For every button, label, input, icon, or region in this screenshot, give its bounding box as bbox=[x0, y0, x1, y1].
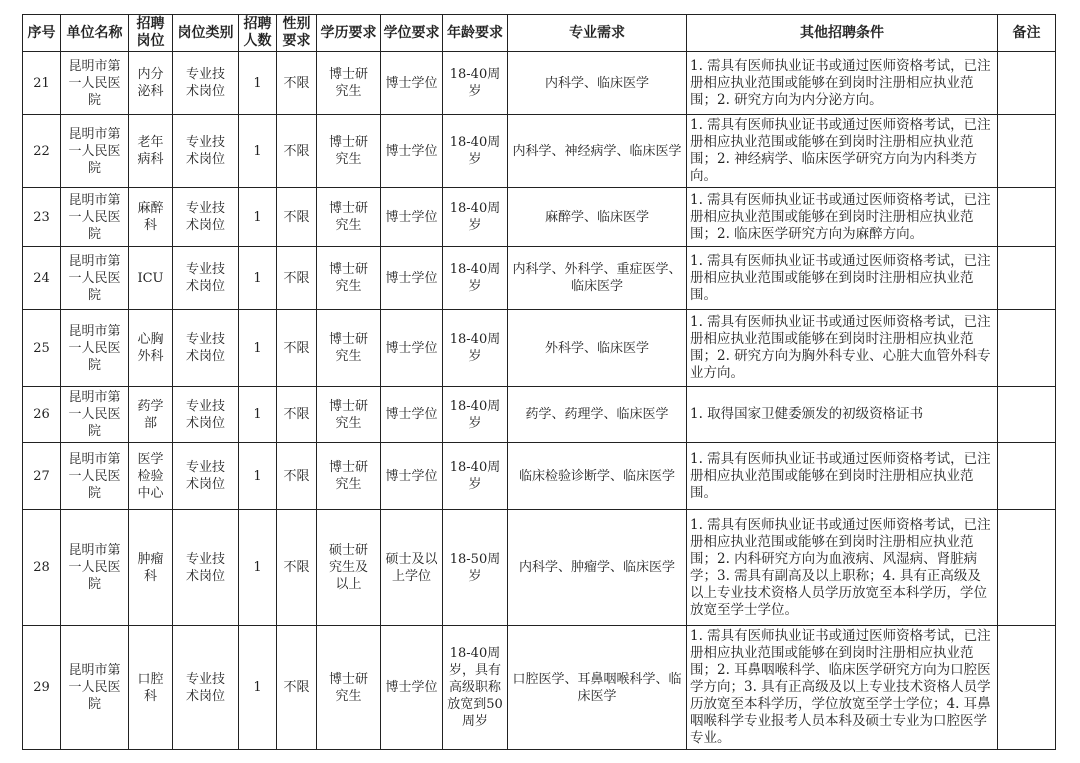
post-cell: 麻醉科 bbox=[129, 188, 173, 247]
note-cell bbox=[998, 52, 1056, 115]
seq-cell: 23 bbox=[23, 188, 61, 247]
seq-cell: 29 bbox=[23, 626, 61, 750]
unit-cell: 昆明市第一人民医院 bbox=[61, 387, 129, 443]
count-cell: 1 bbox=[239, 115, 277, 188]
header-no: 序号 bbox=[23, 15, 61, 52]
education-cell: 博士研究生 bbox=[317, 52, 381, 115]
count-cell: 1 bbox=[239, 52, 277, 115]
type-cell: 专业技术岗位 bbox=[173, 247, 239, 310]
header-conditions: 其他招聘条件 bbox=[687, 15, 998, 52]
header-row bbox=[23, 15, 1056, 52]
note-cell bbox=[998, 115, 1056, 188]
post-cell: 内分泌科 bbox=[129, 52, 173, 115]
gender-cell: 不限 bbox=[277, 387, 317, 443]
degree-cell: 博士学位 bbox=[381, 52, 443, 115]
degree-cell: 博士学位 bbox=[381, 310, 443, 387]
conditions-cell: 1. 取得国家卫健委颁发的初级资格证书 bbox=[687, 387, 998, 443]
count-cell: 1 bbox=[239, 310, 277, 387]
major-cell: 内科学、神经病学、临床医学 bbox=[508, 115, 687, 188]
table-row bbox=[23, 115, 1056, 188]
header-age: 年龄要求 bbox=[443, 15, 508, 52]
type-cell: 专业技术岗位 bbox=[173, 52, 239, 115]
seq-cell: 26 bbox=[23, 387, 61, 443]
type-cell: 专业技术岗位 bbox=[173, 188, 239, 247]
gender-cell: 不限 bbox=[277, 188, 317, 247]
conditions-cell: 1. 需具有医师执业证书或通过医师资格考试，已注册相应执业范围或能够在到岗时注册相应执业范围。 bbox=[687, 443, 998, 510]
age-cell: 18-50周岁 bbox=[443, 510, 508, 626]
major-cell: 内科学、外科学、重症医学、临床医学 bbox=[508, 247, 687, 310]
note-cell bbox=[998, 443, 1056, 510]
major-cell: 药学、药理学、临床医学 bbox=[508, 387, 687, 443]
post-cell: 肿瘤科 bbox=[129, 510, 173, 626]
count-cell: 1 bbox=[239, 387, 277, 443]
note-cell bbox=[998, 510, 1056, 626]
conditions-cell: 1. 需具有医师执业证书或通过医师资格考试，已注册相应执业范围或能够在到岗时注册相应执业范围。 bbox=[687, 247, 998, 310]
education-cell: 博士研究生 bbox=[317, 310, 381, 387]
gender-cell: 不限 bbox=[277, 443, 317, 510]
unit-cell: 昆明市第一人民医院 bbox=[61, 52, 129, 115]
major-cell: 口腔医学、耳鼻咽喉科学、临床医学 bbox=[508, 626, 687, 750]
header-unit: 单位名称 bbox=[61, 15, 129, 52]
header-note: 备注 bbox=[998, 15, 1056, 52]
post-cell: 心胸外科 bbox=[129, 310, 173, 387]
unit-cell: 昆明市第一人民医院 bbox=[61, 188, 129, 247]
gender-cell: 不限 bbox=[277, 626, 317, 750]
note-cell bbox=[998, 310, 1056, 387]
note-cell bbox=[998, 188, 1056, 247]
education-cell: 博士研究生 bbox=[317, 443, 381, 510]
count-cell: 1 bbox=[239, 510, 277, 626]
note-cell bbox=[998, 247, 1056, 310]
conditions-cell: 1. 需具有医师执业证书或通过医师资格考试，已注册相应执业范围或能够在到岗时注册相应执业范围；2. 内科研究方向为血液病、风湿病、肾脏病学；3. 需具有副高及以上职称；4. 具有正高级及以上专业技术资格人员学历放宽至本科学历，学位放宽至学士学位。 bbox=[687, 510, 998, 626]
table-row bbox=[23, 52, 1056, 115]
conditions-cell: 1. 需具有医师执业证书或通过医师资格考试，已注册相应执业范围或能够在到岗时注册相应执业范围；2. 神经病学、临床医学研究方向为内科类方向。 bbox=[687, 115, 998, 188]
age-cell: 18-40周岁 bbox=[443, 247, 508, 310]
seq-cell: 22 bbox=[23, 115, 61, 188]
major-cell: 内科学、肿瘤学、临床医学 bbox=[508, 510, 687, 626]
unit-cell: 昆明市第一人民医院 bbox=[61, 247, 129, 310]
seq-cell: 25 bbox=[23, 310, 61, 387]
conditions-cell: 1. 需具有医师执业证书或通过医师资格考试，已注册相应执业范围或能够在到岗时注册相应执业范围；2. 研究方向为胸外科专业、心脏大血管外科专业方向。 bbox=[687, 310, 998, 387]
degree-cell: 博士学位 bbox=[381, 443, 443, 510]
age-cell: 18-40周岁 bbox=[443, 387, 508, 443]
seq-cell: 27 bbox=[23, 443, 61, 510]
type-cell: 专业技术岗位 bbox=[173, 115, 239, 188]
education-cell: 硕士研究生及以上 bbox=[317, 510, 381, 626]
table-row bbox=[23, 310, 1056, 387]
table-row bbox=[23, 443, 1056, 510]
degree-cell: 博士学位 bbox=[381, 247, 443, 310]
table-row bbox=[23, 387, 1056, 443]
type-cell: 专业技术岗位 bbox=[173, 626, 239, 750]
recruitment-table bbox=[22, 14, 1056, 750]
type-cell: 专业技术岗位 bbox=[173, 443, 239, 510]
gender-cell: 不限 bbox=[277, 247, 317, 310]
note-cell bbox=[998, 626, 1056, 750]
education-cell: 博士研究生 bbox=[317, 115, 381, 188]
conditions-cell: 1. 需具有医师执业证书或通过医师资格考试，已注册相应执业范围或能够在到岗时注册相应执业范围；2. 耳鼻咽喉科学、临床医学研究方向为口腔医学方向；3. 具有正高级及以上专业技术资格人员学历放宽至本科学历，学位放宽至学士学位；4. 耳鼻咽喉科学专业报考人员本科及硕士专业为口腔医学专业。 bbox=[687, 626, 998, 750]
type-cell: 专业技术岗位 bbox=[173, 387, 239, 443]
education-cell: 博士研究生 bbox=[317, 247, 381, 310]
major-cell: 麻醉学、临床医学 bbox=[508, 188, 687, 247]
header-post: 招聘岗位 bbox=[129, 15, 173, 52]
header-major: 专业需求 bbox=[508, 15, 687, 52]
header-degree: 学位要求 bbox=[381, 15, 443, 52]
conditions-cell: 1. 需具有医师执业证书或通过医师资格考试，已注册相应执业范围或能够在到岗时注册相应执业范围；2. 临床医学研究方向为麻醉方向。 bbox=[687, 188, 998, 247]
major-cell: 内科学、临床医学 bbox=[508, 52, 687, 115]
age-cell: 18-40周岁 bbox=[443, 115, 508, 188]
gender-cell: 不限 bbox=[277, 52, 317, 115]
header-education: 学历要求 bbox=[317, 15, 381, 52]
degree-cell: 博士学位 bbox=[381, 626, 443, 750]
header-type: 岗位类别 bbox=[173, 15, 239, 52]
conditions-cell: 1. 需具有医师执业证书或通过医师资格考试，已注册相应执业范围或能够在到岗时注册相应执业范围；2. 研究方向为内分泌方向。 bbox=[687, 52, 998, 115]
age-cell: 18-40周岁，具有高级职称放宽到50周岁 bbox=[443, 626, 508, 750]
age-cell: 18-40周岁 bbox=[443, 188, 508, 247]
table-row bbox=[23, 510, 1056, 626]
count-cell: 1 bbox=[239, 247, 277, 310]
age-cell: 18-40周岁 bbox=[443, 52, 508, 115]
gender-cell: 不限 bbox=[277, 510, 317, 626]
education-cell: 博士研究生 bbox=[317, 387, 381, 443]
age-cell: 18-40周岁 bbox=[443, 310, 508, 387]
seq-cell: 24 bbox=[23, 247, 61, 310]
degree-cell: 硕士及以上学位 bbox=[381, 510, 443, 626]
note-cell bbox=[998, 387, 1056, 443]
degree-cell: 博士学位 bbox=[381, 115, 443, 188]
post-cell: 医学检验中心 bbox=[129, 443, 173, 510]
table-row bbox=[23, 247, 1056, 310]
major-cell: 外科学、临床医学 bbox=[508, 310, 687, 387]
degree-cell: 博士学位 bbox=[381, 188, 443, 247]
header-gender: 性别要求 bbox=[277, 15, 317, 52]
post-cell: 老年病科 bbox=[129, 115, 173, 188]
table-row bbox=[23, 188, 1056, 247]
post-cell: 药学部 bbox=[129, 387, 173, 443]
type-cell: 专业技术岗位 bbox=[173, 510, 239, 626]
count-cell: 1 bbox=[239, 188, 277, 247]
type-cell: 专业技术岗位 bbox=[173, 310, 239, 387]
education-cell: 博士研究生 bbox=[317, 626, 381, 750]
count-cell: 1 bbox=[239, 626, 277, 750]
unit-cell: 昆明市第一人民医院 bbox=[61, 443, 129, 510]
post-cell: 口腔科 bbox=[129, 626, 173, 750]
seq-cell: 21 bbox=[23, 52, 61, 115]
age-cell: 18-40周岁 bbox=[443, 443, 508, 510]
unit-cell: 昆明市第一人民医院 bbox=[61, 310, 129, 387]
unit-cell: 昆明市第一人民医院 bbox=[61, 115, 129, 188]
gender-cell: 不限 bbox=[277, 310, 317, 387]
unit-cell: 昆明市第一人民医院 bbox=[61, 626, 129, 750]
major-cell: 临床检验诊断学、临床医学 bbox=[508, 443, 687, 510]
degree-cell: 博士学位 bbox=[381, 387, 443, 443]
header-count: 招聘人数 bbox=[239, 15, 277, 52]
table-row bbox=[23, 626, 1056, 750]
seq-cell: 28 bbox=[23, 510, 61, 626]
gender-cell: 不限 bbox=[277, 115, 317, 188]
unit-cell: 昆明市第一人民医院 bbox=[61, 510, 129, 626]
education-cell: 博士研究生 bbox=[317, 188, 381, 247]
count-cell: 1 bbox=[239, 443, 277, 510]
post-cell: ICU bbox=[129, 247, 173, 310]
